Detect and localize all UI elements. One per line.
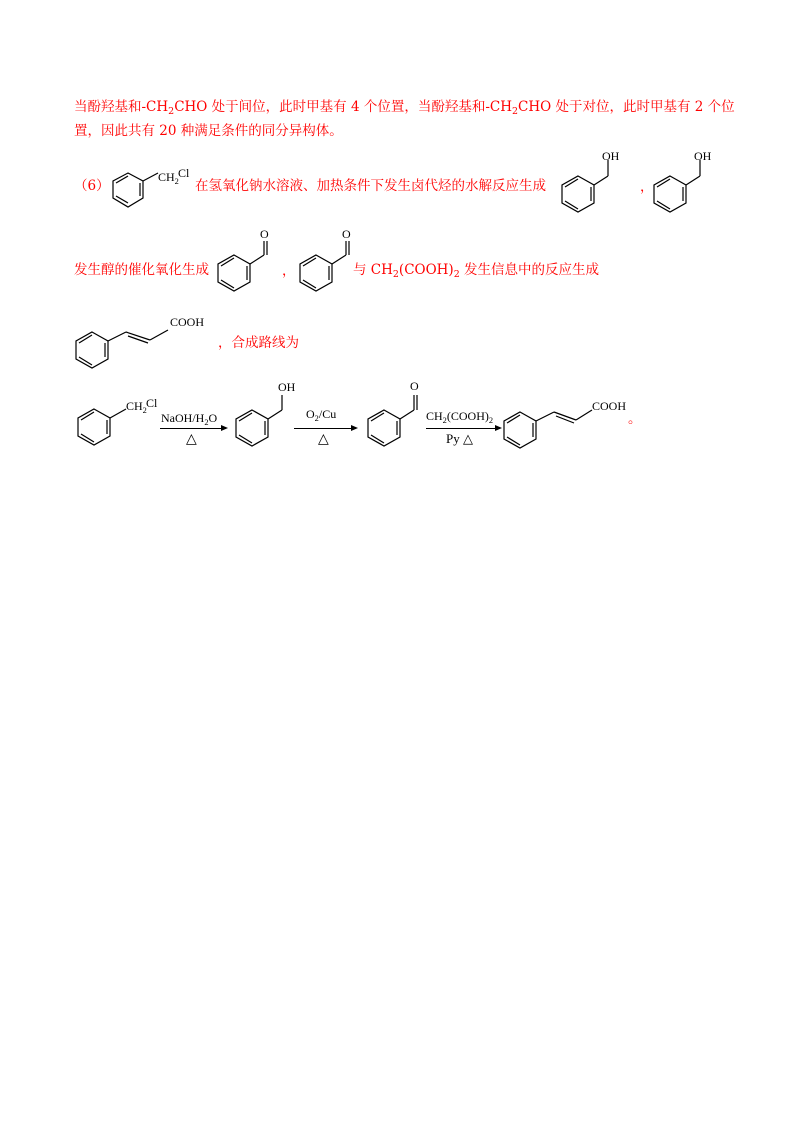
reaction-arrow-1 <box>160 428 226 429</box>
reaction-arrow-3 <box>426 428 500 429</box>
explanation-line-1: 当酚羟基和$-CH_2CHO$ 处于间位，此时甲基有 4 个位置，当酚羟基和$-CH_2CHO$ 处于对位，此时甲基有 2 个位 <box>74 99 735 117</box>
cl-label: Cl <box>178 166 190 180</box>
benzyl-alcohol-structure <box>648 150 728 220</box>
question-label-6: （6） <box>74 178 110 194</box>
route-o-label: O <box>410 379 419 393</box>
step1-reagent: NaOH/$H_2O$ <box>161 411 218 427</box>
ch2-label: $CH_2$ <box>158 170 179 186</box>
route-benzyl-alcohol <box>228 380 308 460</box>
oh-label: OH <box>694 149 712 163</box>
cinnamic-acid-structure <box>72 312 232 372</box>
comma-1: ， <box>640 179 654 195</box>
step2-condition: △ <box>318 432 329 447</box>
oh-label: OH <box>602 149 620 163</box>
route-ch2-label: $CH_2$ <box>126 399 147 415</box>
route-cl-label: Cl <box>146 396 158 410</box>
route-oh-label: OH <box>278 380 296 394</box>
explanation-line-2: 置，因此共有 20 种满足条件的同分异构体。 <box>74 123 343 139</box>
oxidation-text: 发生醇的催化氧化生成 <box>74 262 209 278</box>
comma-2: ， <box>282 263 296 279</box>
o-label: O <box>260 227 269 241</box>
hydrolysis-text: 在氢氧化钠水溶液、加热条件下发生卤代烃的水解反应生成 <box>195 178 546 194</box>
benzaldehyde-structure <box>212 227 282 307</box>
benzyl-alcohol-structure <box>556 150 636 220</box>
route-intro-text: ，合成路线为 <box>218 335 299 351</box>
cooh-label: COOH <box>170 315 205 329</box>
condensation-text: 与 $CH_2(COOH)_2$ 发生信息中的反应生成 <box>353 262 600 280</box>
step3-reagent: $CH_2(COOH)_2$ <box>426 409 494 425</box>
step3-condition: Py △ <box>446 431 473 446</box>
reaction-arrow-2 <box>294 428 356 429</box>
step1-condition: △ <box>186 432 197 447</box>
step2-reagent: $O_2/Cu$ <box>306 407 337 423</box>
end-period: 。 <box>628 411 642 427</box>
o-label: O <box>342 227 351 241</box>
route-cooh-label: COOH <box>592 399 627 413</box>
